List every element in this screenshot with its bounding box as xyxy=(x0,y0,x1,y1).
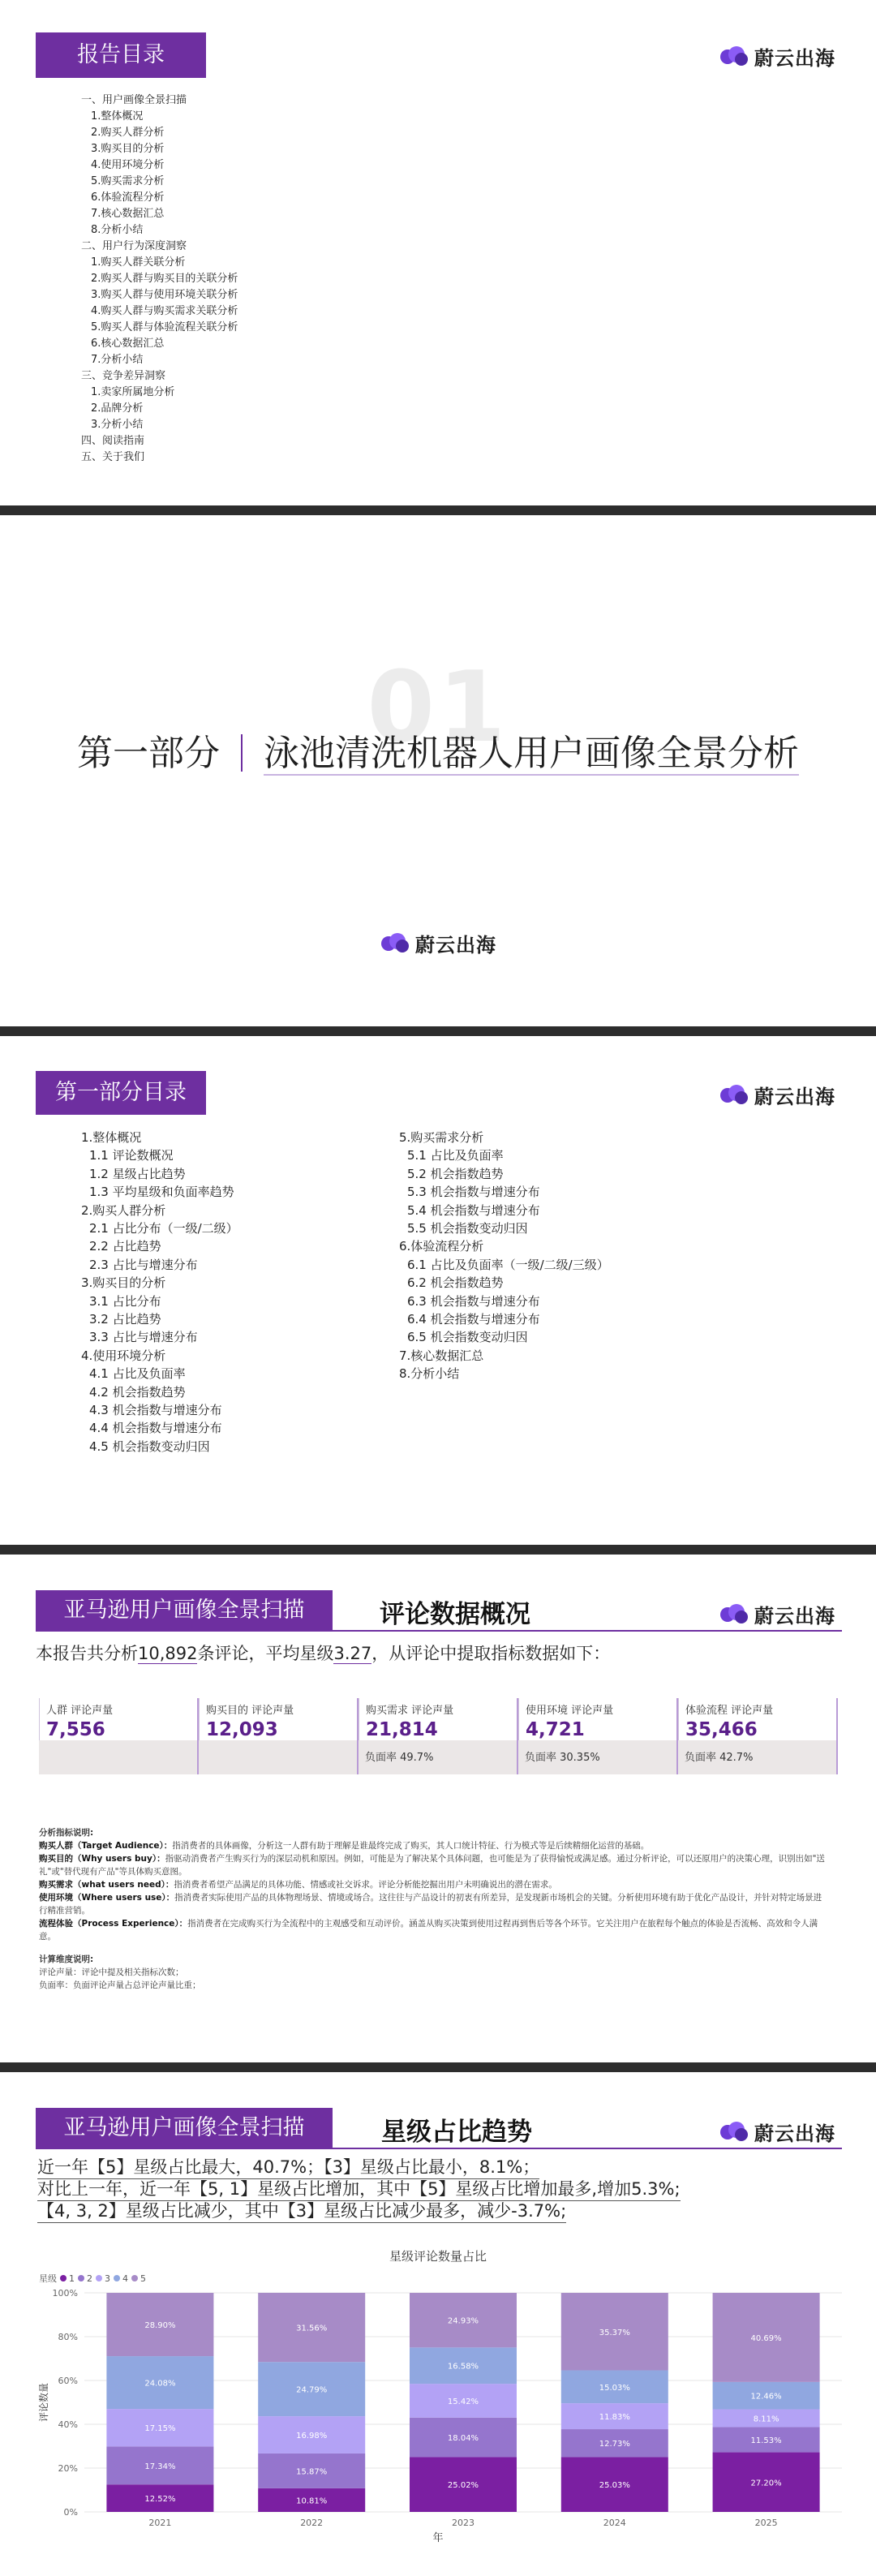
stars-line-1: 近一年【5】星级占比最大，40.7%；【3】星级占比最小，8.1%； xyxy=(37,2154,539,2179)
metric-cards xyxy=(39,1698,838,1778)
metric-card-value: 4,721 xyxy=(526,1719,585,1740)
note-item xyxy=(39,1891,830,1917)
metric-card xyxy=(39,1698,199,1774)
metric-card-negative-rate xyxy=(199,1740,357,1748)
legend-swatch xyxy=(114,2275,120,2281)
overview-tag: 亚马逊用户画像全景扫描 xyxy=(36,1590,333,1631)
stars-title: 星级占比趋势 xyxy=(381,2118,532,2147)
toc-item[interactable]: 2.1 占比分布（一级/二级） xyxy=(89,1221,238,1236)
toc-item[interactable]: 6.1 占比及负面率（一级/二级/三级） xyxy=(407,1257,609,1272)
bar-data-label: 11.53% xyxy=(750,2436,782,2445)
slide-separator xyxy=(0,1545,876,1555)
summary-count: 10,892 xyxy=(138,1644,198,1663)
metric-card-value: 12,093 xyxy=(206,1719,278,1740)
cover-divider xyxy=(241,734,243,772)
toc-section[interactable]: 4.使用环境分析 xyxy=(81,1348,166,1363)
bar-data-label: 25.03% xyxy=(599,2481,630,2491)
legend-swatch xyxy=(78,2275,84,2281)
toc-item[interactable]: 5.1 占比及负面率 xyxy=(407,1148,504,1163)
cover-brand-logo xyxy=(381,929,496,957)
toc-item[interactable]: 3.1 占比分布 xyxy=(89,1293,161,1309)
brand-logo-icon xyxy=(381,933,410,954)
toc-item[interactable]: 2.购买人群分析 xyxy=(91,127,165,139)
report-toc-slide xyxy=(0,0,876,505)
toc-item[interactable]: 5.5 机会指数变动归因 xyxy=(407,1221,528,1236)
metric-card-label: 购买目的 评论声量 xyxy=(206,1705,294,1717)
toc-item[interactable]: 1.1 评论数概况 xyxy=(89,1148,174,1163)
metric-card-value: 21,814 xyxy=(366,1719,438,1740)
toc-item[interactable]: 5.4 机会指数与增速分布 xyxy=(407,1202,540,1218)
metric-notes xyxy=(39,1826,830,1992)
report-toc-title: 报告目录 xyxy=(36,32,206,78)
y-tick-label: 100% xyxy=(52,2288,78,2299)
toc-item[interactable]: 1.3 平均星级和负面率趋势 xyxy=(89,1185,234,1200)
chart-title: 星级评论数量占比 xyxy=(389,2250,487,2264)
toc-item[interactable]: 3.购买人群与使用环境关联分析 xyxy=(91,289,238,301)
star-trend-slide xyxy=(0,2072,876,2576)
cover-title: 泳池清洗机器人用户画像全景分析 xyxy=(264,733,799,774)
stars-header-rule xyxy=(36,2148,842,2149)
toc-item[interactable]: 3.购买目的分析 xyxy=(91,143,165,155)
note-value: 指消费者希望产品满足的具体功能、情感或社交诉求。评论分析能挖掘出用户未明确说出的潜在需求。 xyxy=(174,1880,557,1890)
legend-swatch xyxy=(131,2275,138,2281)
brand-logo-icon xyxy=(720,1604,749,1625)
overview-title: 评论数据概况 xyxy=(380,1600,530,1629)
note-value: 指消费者的具体画像，分析这一人群有助于理解是谁最终完成了购买，其人口统计特征、行为模式等是后续精细化运营的基础。 xyxy=(172,1841,650,1851)
metric-card-label: 体验流程 评论声量 xyxy=(685,1705,774,1717)
brand-logo xyxy=(720,2118,835,2146)
brand-logo-icon xyxy=(720,1085,749,1106)
toc-item[interactable]: 3.分析小结 xyxy=(91,419,144,431)
toc-item[interactable]: 4.5 机会指数变动归因 xyxy=(89,1439,210,1454)
metric-card-negative-rate xyxy=(39,1740,197,1748)
note-item xyxy=(39,1917,830,1943)
legend-swatch xyxy=(96,2275,102,2281)
note-key: 购买目的（Why users buy）： xyxy=(39,1854,165,1864)
toc-item[interactable]: 7.分析小结 xyxy=(91,354,144,366)
note-key: 使用环境（Where users use）： xyxy=(39,1893,175,1903)
calc-line-2: 负面率：负面评论声量占总评论声量比重； xyxy=(39,1980,201,1990)
bar-data-label: 27.20% xyxy=(750,2479,782,2488)
toc-item[interactable]: 5.购买人群与体验流程关联分析 xyxy=(91,321,238,333)
toc-section[interactable]: 8.分析小结 xyxy=(399,1366,460,1382)
metric-card-negative-rate: 负面率 49.7% xyxy=(365,1752,434,1764)
bar-data-label: 10.81% xyxy=(296,2496,328,2506)
toc-item[interactable]: 7.核心数据汇总 xyxy=(91,208,165,220)
summary-suffix: ，从评论中提取指标数据如下： xyxy=(371,1644,611,1663)
note-key: 购买人群（Target Audience）： xyxy=(39,1841,173,1851)
toc-item[interactable]: 6.4 机会指数与增速分布 xyxy=(407,1312,540,1327)
metric-card xyxy=(199,1698,359,1774)
cover-part-label: 第一部分 xyxy=(77,733,220,774)
bar-data-label: 18.04% xyxy=(447,2434,479,2444)
bar-data-label: 8.11% xyxy=(753,2415,779,2424)
toc-item[interactable]: 4.3 机会指数与增速分布 xyxy=(89,1403,222,1417)
metric-card xyxy=(359,1698,518,1774)
bar-data-label: 16.58% xyxy=(447,2362,479,2372)
toc-item[interactable]: 3.2 占比趋势 xyxy=(89,1312,161,1327)
toc-item[interactable]: 4.1 占比及负面率 xyxy=(89,1366,186,1382)
x-axis-label: 年 xyxy=(432,2532,444,2544)
toc-item[interactable]: 5.购买需求分析 xyxy=(91,175,165,187)
toc-section[interactable]: 一、用户画像全景扫描 xyxy=(81,94,187,106)
brand-logo xyxy=(720,1081,835,1109)
y-tick-label: 0% xyxy=(63,2507,78,2518)
toc-item[interactable]: 4.4 机会指数与增速分布 xyxy=(89,1421,222,1436)
calc-line-1: 评论声量：评论中提及相关指标次数； xyxy=(39,1967,184,1977)
brand-logo-icon xyxy=(720,2122,749,2143)
toc-section[interactable]: 五、关于我们 xyxy=(81,451,145,463)
toc-item[interactable]: 6.5 机会指数变动归因 xyxy=(407,1330,528,1345)
summary-mid: 条评论，平均星级 xyxy=(197,1644,334,1663)
toc-section[interactable]: 5.购买需求分析 xyxy=(399,1130,484,1145)
bar-data-label: 12.46% xyxy=(750,2392,782,2402)
calc-title: 计算维度说明: xyxy=(39,1955,94,1964)
toc-item[interactable]: 4.使用环境分析 xyxy=(91,159,165,171)
bar-data-label: 11.83% xyxy=(599,2413,630,2423)
metric-card xyxy=(678,1698,838,1774)
x-tick-label: 2021 xyxy=(148,2518,172,2528)
bar-data-label: 17.34% xyxy=(144,2462,176,2471)
toc-section[interactable]: 6.体验流程分析 xyxy=(399,1239,484,1254)
brand-name: 蔚云出海 xyxy=(754,1605,835,1628)
bar-data-label: 15.87% xyxy=(296,2467,328,2477)
toc-section[interactable]: 二、用户行为深度洞察 xyxy=(81,240,187,252)
toc-item[interactable]: 1.整体概况 xyxy=(91,110,144,123)
legend-label: 1 xyxy=(69,2273,75,2284)
bar-data-label: 15.42% xyxy=(447,2397,479,2406)
toc-item[interactable]: 2.购买人群与购买目的关联分析 xyxy=(91,273,238,285)
note-item xyxy=(39,1839,830,1852)
metric-card-value: 7,556 xyxy=(46,1719,105,1740)
y-tick-label: 40% xyxy=(58,2419,78,2430)
brand-name: 蔚云出海 xyxy=(754,47,835,70)
note-key: 流程体验（Process Experience）： xyxy=(39,1919,188,1929)
x-tick-label: 2023 xyxy=(452,2518,474,2528)
toc-item[interactable]: 6.2 机会指数趋势 xyxy=(407,1275,504,1291)
bar-data-label: 40.69% xyxy=(750,2333,782,2343)
brand-logo-icon xyxy=(720,46,749,67)
x-tick-label: 2025 xyxy=(754,2518,778,2528)
legend-swatch xyxy=(60,2275,67,2281)
toc-section[interactable]: 三、竞争差异洞察 xyxy=(81,370,166,382)
metric-card xyxy=(518,1698,678,1774)
legend-label: 2 xyxy=(87,2273,92,2284)
metric-card-label: 使用环境 评论声量 xyxy=(526,1705,614,1717)
bar-data-label: 25.02% xyxy=(447,2481,479,2491)
part1-toc-slide xyxy=(0,1036,876,1545)
toc-item[interactable]: 6.核心数据汇总 xyxy=(91,338,165,350)
metric-card-negative-rate: 负面率 30.35% xyxy=(525,1752,600,1764)
y-tick-label: 80% xyxy=(58,2332,78,2342)
notes-title: 分析指标说明: xyxy=(39,1828,94,1838)
toc-item[interactable]: 2.3 占比与增速分布 xyxy=(89,1257,198,1272)
summary-prefix: 本报告共分析 xyxy=(36,1644,138,1663)
note-value: 指消费者在完成购买行为全流程中的主观感受和互动评价。涵盖从购买决策到使用过程再到售后等各个环节。它关注用户在旅程每个触点的体验是否流畅、高效和令人满意。 xyxy=(39,1919,818,1942)
toc-item[interactable]: 8.分析小结 xyxy=(91,224,144,236)
slide-separator xyxy=(0,505,876,515)
toc-item[interactable]: 5.2 机会指数趋势 xyxy=(407,1166,504,1181)
bar-data-label: 24.08% xyxy=(144,2379,176,2389)
toc-item[interactable]: 4.购买人群与购买需求关联分析 xyxy=(91,305,238,317)
y-tick-label: 20% xyxy=(58,2463,78,2474)
summary-star: 3.27 xyxy=(333,1644,372,1663)
toc-section[interactable]: 3.购买目的分析 xyxy=(81,1275,166,1291)
bar-data-label: 24.93% xyxy=(447,2316,479,2326)
legend-label: 5 xyxy=(140,2273,146,2284)
slide-separator xyxy=(0,1026,876,1036)
brand-name: 蔚云出海 xyxy=(754,1086,835,1108)
toc-item[interactable]: 2.2 占比趋势 xyxy=(89,1239,161,1254)
overview-header-rule xyxy=(36,1630,842,1632)
brand-name: 蔚云出海 xyxy=(754,2122,835,2145)
bar-data-label: 31.56% xyxy=(296,2324,328,2333)
toc-item[interactable]: 1.卖家所属地分析 xyxy=(91,386,175,398)
toc-item[interactable]: 5.3 机会指数与增速分布 xyxy=(407,1185,540,1200)
x-tick-label: 2022 xyxy=(300,2518,324,2528)
metric-card-label: 购买需求 评论声量 xyxy=(366,1705,454,1717)
metric-card-label: 人群 评论声量 xyxy=(46,1705,114,1717)
y-axis-label: 评论数量 xyxy=(38,2382,49,2423)
cover-number: 01 xyxy=(367,652,509,764)
metric-card-negative-rate: 负面率 42.7% xyxy=(685,1752,754,1764)
toc-item[interactable]: 1.2 星级占比趋势 xyxy=(89,1166,186,1181)
legend-label: 4 xyxy=(122,2273,128,2284)
x-tick-label: 2024 xyxy=(603,2518,626,2528)
star-share-chart xyxy=(0,2241,876,2574)
brand-logo xyxy=(720,1600,835,1628)
toc-section[interactable]: 2.购买人群分析 xyxy=(81,1202,166,1218)
toc-section[interactable]: 1.整体概况 xyxy=(81,1130,142,1145)
toc-item[interactable]: 4.2 机会指数趋势 xyxy=(89,1384,186,1400)
slide-separator xyxy=(0,2062,876,2072)
legend-title: 星级 xyxy=(39,2273,57,2284)
overview-slide xyxy=(0,1555,876,2062)
bar-data-label: 15.03% xyxy=(599,2383,630,2393)
legend-label: 3 xyxy=(105,2273,110,2284)
note-item xyxy=(39,1852,830,1878)
toc-item[interactable]: 1.购买人群关联分析 xyxy=(91,256,186,269)
toc-item[interactable]: 6.体验流程分析 xyxy=(91,191,165,204)
toc-item[interactable]: 6.3 机会指数与增速分布 xyxy=(407,1293,540,1309)
brand-logo xyxy=(720,42,835,71)
note-key: 购买需求（what users need）： xyxy=(39,1880,174,1890)
stars-line-3: 【4, 3, 2】星级占比减少，其中【3】星级占比减少最多，减少-3.7%; xyxy=(37,2198,566,2223)
stars-line-2: 对比上一年，近一年【5, 1】星级占比增加，其中【5】星级占比增加最多,增加5.3%; xyxy=(37,2176,681,2201)
toc-section[interactable]: 四、阅读指南 xyxy=(81,435,145,447)
note-value: 指驱动消费者产生购买行为的深层动机和原因。例如，可能是为了解决某个具体问题，也可能是为了获得愉悦或满足感。通过分析评论，可以还原用户的决策心理，识别出如"送礼"或"替代现有产品"等具体购买意图。 xyxy=(39,1854,825,1877)
metric-card-value: 35,466 xyxy=(685,1719,758,1740)
brand-name: 蔚云出海 xyxy=(415,934,496,957)
toc-item[interactable]: 3.3 占比与增速分布 xyxy=(89,1330,198,1345)
bar-data-label: 12.52% xyxy=(144,2495,176,2505)
bar-data-label: 35.37% xyxy=(599,2328,630,2337)
bar-data-label: 28.90% xyxy=(144,2321,176,2331)
overview-summary xyxy=(36,1641,610,1665)
toc-item[interactable]: 2.品牌分析 xyxy=(91,402,144,415)
cover-title-row xyxy=(0,724,876,776)
y-tick-label: 60% xyxy=(58,2376,78,2386)
toc-section[interactable]: 7.核心数据汇总 xyxy=(399,1348,484,1363)
part1-toc-title: 第一部分目录 xyxy=(36,1071,206,1115)
bar-data-label: 24.79% xyxy=(296,2385,328,2395)
part1-cover-slide xyxy=(0,515,876,1026)
bar-data-label: 17.15% xyxy=(144,2424,176,2434)
note-value: 指消费者实际使用产品的具体物理场景、情境或场合。这往往与产品设计的初衷有所差异，是发现新市场机会的关键。分析使用环境有助于优化产品设计，并针对特定场景进行精准营销。 xyxy=(39,1893,822,1916)
note-item xyxy=(39,1878,830,1891)
stars-tag: 亚马逊用户画像全景扫描 xyxy=(36,2108,333,2148)
bar-data-label: 12.73% xyxy=(599,2440,630,2449)
bar-data-label: 16.98% xyxy=(296,2432,328,2441)
